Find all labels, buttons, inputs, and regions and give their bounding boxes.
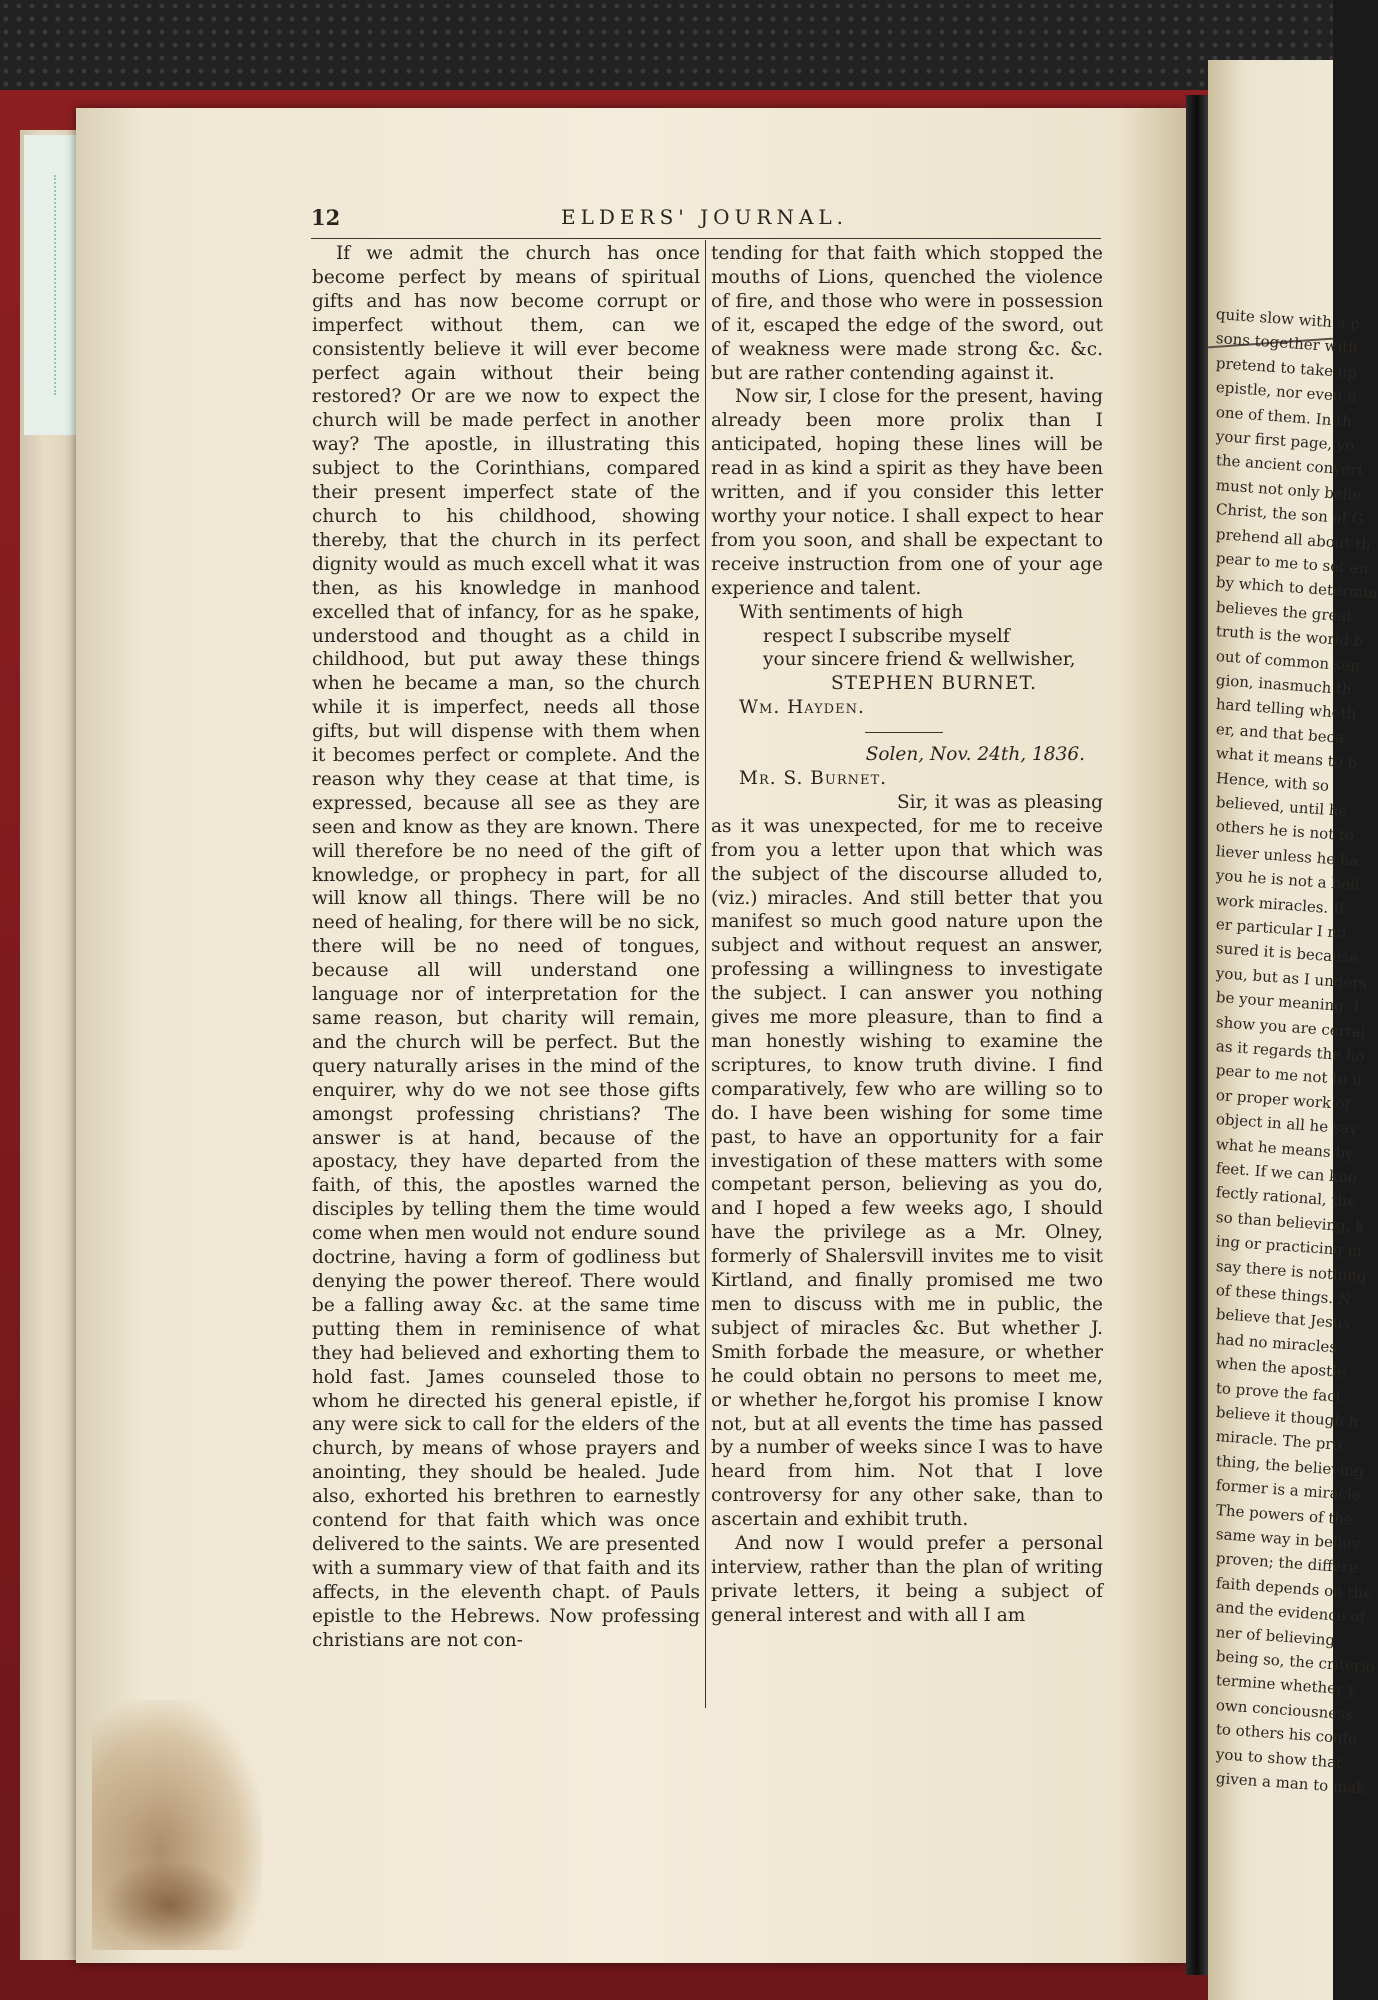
adjacent-page-line: had no miracles [1215,1329,1338,1357]
adjacent-page-line: or proper work of [1215,1085,1351,1114]
adjacent-page-line: object in all he say [1215,1110,1359,1139]
left-column [312,242,700,1652]
adjacent-page-line: sons together with [1215,329,1359,358]
bookmark-tab [24,135,77,435]
adjacent-page-line: you he is not a beli [1215,866,1361,895]
adjacent-page-line: believe that Jesus [1215,1305,1351,1333]
adjacent-page-line: being so, the criterio [1215,1647,1376,1677]
continuation-paragraph: tending for that faith which stopped the mouths of Lions, quenched the violence of fire, and those who were in possession of it, escaped the edge of the sword, out of weakness were made strong &c. &c. but are rather contending against it. [711,243,1103,384]
adjacent-page-line: to prove the fact [1215,1378,1343,1406]
adjacent-page-line: what he means by [1215,1134,1355,1163]
adjacent-page-line: say there is nothing [1215,1256,1368,1286]
reply-second-paragraph: And now I would prefer a personal interview, rather than the plan of writing private letters, it being a subject of general interest and with all I am [711,1533,1103,1626]
adjacent-page-line: by which to determin [1215,573,1378,603]
adjacent-page-line: epistle, nor even n [1215,378,1358,407]
adjacent-page-line: hard telling wheth [1215,695,1357,724]
adjacent-page-line: pretend to take up [1215,353,1358,382]
page-header [311,205,1101,235]
signature-line-2: respect I subscribe myself [763,625,1010,647]
adjacent-page-line: thing, the believing [1215,1451,1365,1481]
adjacent-page-line: Christ, the son of G [1215,500,1365,529]
adjacent-page-line: given a man to mak [1215,1769,1366,1798]
column-divider [705,240,706,1708]
adjacent-page-line: the ancient convert [1215,451,1365,480]
adjacent-page-line: you, but as I unders [1215,963,1368,993]
adjacent-page-line: ing or practicing m [1215,1232,1363,1261]
adjacent-page-line: believes the great [1215,597,1354,626]
adjacent-page-line: must not only belie [1215,475,1362,504]
adjacent-page-line: truth is the world b [1215,622,1365,651]
right-column [711,242,1103,1628]
adjacent-page-line: to others his confe [1215,1720,1358,1749]
adjacent-page-line: feet. If we can kno [1215,1159,1358,1187]
adjacent-page-line: pear to me not to u [1215,1061,1363,1090]
reply-addressee: Mr. S. Burnet. [739,768,888,790]
reply-dateline: Solen, Nov. 24th, 1836. [865,744,1085,766]
adjacent-page-line: what it means to b [1215,744,1358,773]
adjacent-page-line: be your meaning. I [1215,988,1360,1017]
adjacent-page-line: when the apostle [1215,1354,1347,1382]
adjacent-page-line: termine whether y [1215,1671,1358,1700]
adjacent-page-line: The powers of the [1215,1500,1354,1529]
left-paragraph: If we admit the church has once become perfect by means of spiritual gifts and has now become corrupt or imperfect without them, can we consistently believe it will ever become perfect again without their being restored? Or are we now to expect the church will be made perfect in another way? The apostle, in illustrating this subject to the Corinthians, compared their present imperfect state of the church to his childhood, showing thereby, that the church in its perfect dignity would as much excell what it was then, as his knowledge in manhood excelled that of infancy, for as he spake, understood and thought as a child in childhood, but put away these things when he became a man, so the church while it is imperfect, needs all those gifts, but will dispense with them when it becomes perfect or complete. And the reason why they cease at that time, is expressed, because all see as they are seen and know as they are known. There will therefore be no need of the gift of knowledge, or prophecy in part, for all will know all things. There will be no need of healing, for there will be no sick, there will be no need of tongues, because all will understand one language nor of interpretation for the same reason, but charity will remain, and the church will be perfect. But the query naturally arises in the mind of the enquirer, why do we not see those gifts amongst professing christians? The answer is at hand, because of the apostacy, they have departed from the faith, of this, the apostles warned the disciples by telling them the time would come when men would not endure sound doctrine, having a form of godliness but denying the power thereof. There would be a falling away &c. at the same time putting them in reminisence of what they had believed and exhorting them to hold fast. James counseled those to whom he directed his general epistle, if any were sick to call for the elders of the church, by means of whose prayers and anointing, they should be healed. Jude also, exhorted his brethren to earnestly contend for that faith which was once delivered to the saints. We are presented with a summary view of that faith and its affects, in the eleventh chapt. of Pauls epistle to the Hebrews. Now professing christians are not con- [312,243,700,1651]
adjacent-page-line: fectly rational, the [1215,1183,1357,1212]
adjacent-page-line: proven; the differe [1215,1549,1359,1578]
page-number: 12 [311,205,341,230]
adjacent-page-line: out of common sen [1215,646,1361,675]
letter-recipient: Wm. Hayden. [739,697,865,719]
adjacent-page-line: er, and that beca [1215,719,1345,747]
book-gutter [1186,95,1208,1975]
reply-first-paragraph: Sir, it was as pleasing as it was unexpected, for me to receive from you a letter upon that which was the subject of the discourse alluded to, (viz.) miracles. And still better that you manifest so much good nature upon the subject and without request an answer, professing a willingness to investigate the subject. I can answer you nothing gives me more pleasure, than to find a man honestly wishing to examine the scriptures, to know truth divine. I find comparatively, few who are willing so to do. I have been wishing for some time past, to have an opportunity for a fair investigation of these matters with some competant person, believing as you do, and I hoped a few weeks ago, I should have the privilege as a Mr. Olney, formerly of Shalersvill invites me to visit Kirtland, and finally promised me two men to discuss with me in public, the subject of miracles &c. But whether J. Smith forbade the measure, or whether he could obtain no persons to meet me, or whether he,forgot his promise I know not, but at all events the time has passed by a number of weeks since I was to have heard from him. Not that I love controversy for any other sake, than to ascertain and exhibit truth. [711,791,1103,1531]
signature-line-3: your sincere friend & wellwisher, [763,649,1076,671]
adjacent-page-line: faith depends on the [1215,1573,1373,1603]
adjacent-page-line: one of them. In th [1215,402,1353,431]
adjacent-page-line: believed, until he [1215,793,1349,821]
header-rule [311,238,1101,239]
adjacent-page-line: others he is not to [1215,817,1355,846]
adjacent-page-line: miracle. The pro [1215,1427,1343,1455]
adjacent-page-line: of these things. N [1215,1281,1352,1309]
adjacent-page-line: as it regards the ho [1215,1037,1366,1066]
adjacent-page [1208,60,1378,2000]
signature-line-1: With sentiments of high [739,601,964,623]
adjacent-page-line: and the evidence of [1215,1598,1366,1627]
adjacent-page-line: gion, inasmuch th [1215,671,1353,699]
adjacent-page-line: work miracles. If [1215,890,1346,918]
journal-title: ELDERS' JOURNAL. [561,205,849,229]
adjacent-page-line: prehend all about th [1215,524,1372,554]
adjacent-page-line: believe it though h [1215,1403,1360,1431]
adjacent-page-line: former is a miracle [1215,1476,1362,1505]
adjacent-page-line: you to show that [1215,1744,1343,1772]
adjacent-page-line: show you are certai [1215,1012,1367,1042]
adjacent-page-line: er particular I mi [1215,915,1348,943]
adjacent-page-line: liever unless he ha [1215,841,1360,870]
signature-name: STEPHEN BURNET. [831,673,1037,695]
ink-marks [54,175,72,395]
closing-paragraph: Now sir, I close for the present, having already been more prolix than I anticipated, hoping these lines will be read in as kind a spirit as they have been written, and if you consider this letter worthy your notice. I shall expect to hear from you soon, and shall be expectant to receive instruction from one of your age experience and talent. [711,386,1103,599]
adjacent-page-line: sured it is because [1215,939,1359,968]
adjacent-page-line: so than believing, k [1215,1207,1365,1237]
adjacent-page-line: same way in believ [1215,1525,1361,1554]
adjacent-page-line: ner of believing [1215,1622,1336,1649]
adjacent-page-line: pear to me to set an [1215,549,1370,578]
adjacent-page-line: quite slow with a p [1215,305,1361,334]
adjacent-page-line: your first page, yo [1215,427,1356,455]
section-rule [865,732,943,733]
adjacent-page-line: Hence, with so [1215,768,1330,795]
water-stain-dark [100,1860,240,1950]
adjacent-page-line: own conciousness [1215,1695,1354,1724]
